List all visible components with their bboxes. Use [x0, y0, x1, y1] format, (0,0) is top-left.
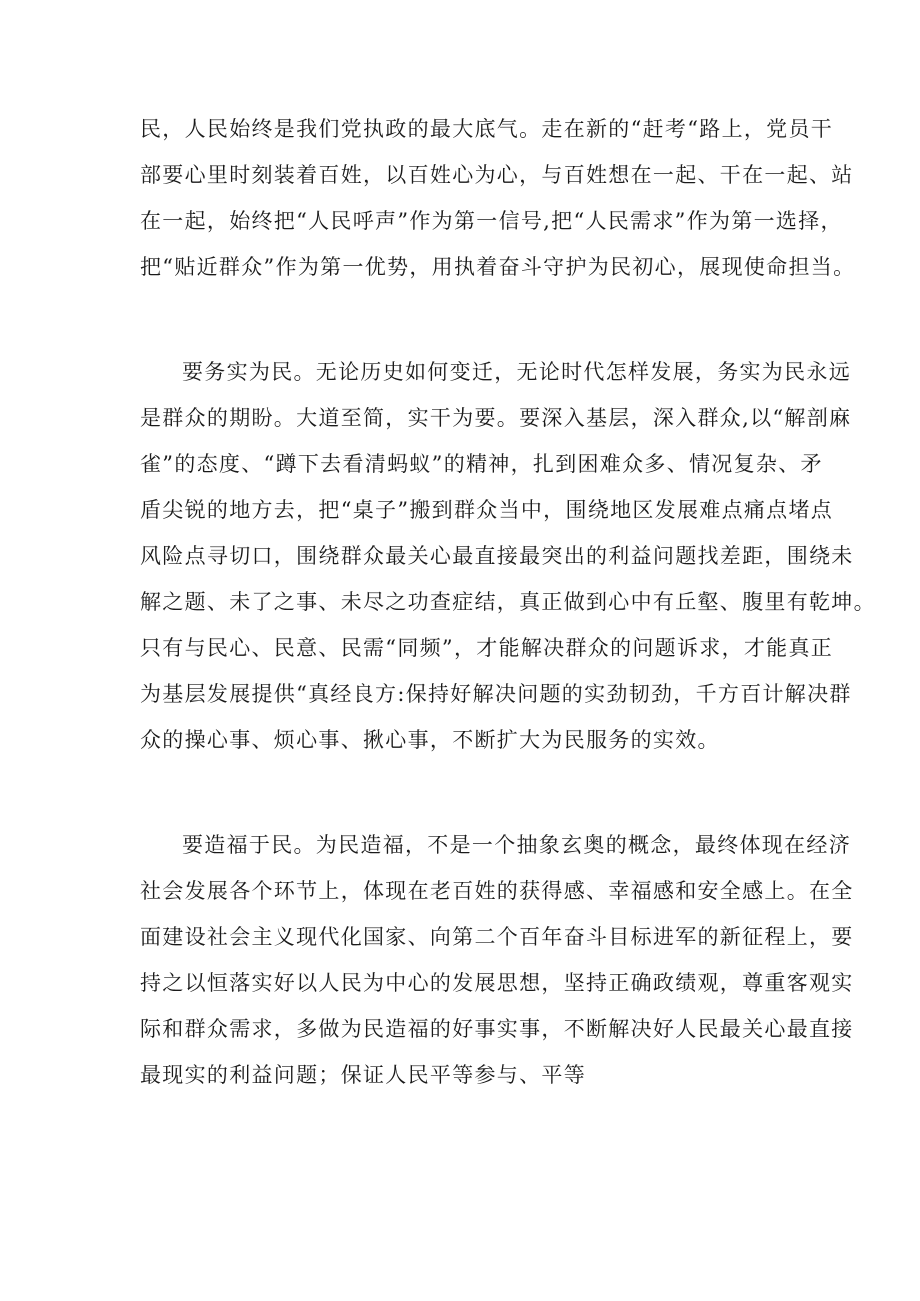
paragraph-benefit	[140, 822, 854, 1098]
text-line: 把“贴近群众”作为第一优势，用执着奋斗守护为民初心，展现使命担当。	[140, 255, 856, 279]
text-line: 众的操心事、烦心事、揪心事，不断扩大为民服务的实效。	[140, 728, 720, 752]
text-line: 面建设社会主义现代化国家、向第二个百年奋斗目标进军的新征程上，要	[140, 925, 854, 949]
text-line: 只有与民心、民意、民需“同频”，才能解决群众的问题诉求，才能真正	[140, 636, 834, 660]
text-line: 要务实为民。无论历史如何变迁，无论时代怎样发展，务实为民永远	[182, 360, 851, 384]
text-line: 盾尖锐的地方去，把“桌子”搬到群众当中，围绕地区发展难点痛点堵点	[140, 498, 834, 522]
text-line: 民，人民始终是我们党执政的最大底气。走在新的“赶考“路上，党员干	[140, 117, 834, 141]
text-line: 风险点寻切口，围绕群众最关心最直接最突出的利益问题找差距，围绕未	[140, 544, 854, 568]
text-line: 最现实的利益问题；保证人民平等参与、平等	[140, 1063, 586, 1087]
text-line: 解之题、未了之事、未尽之功查症结，真正做到心中有丘壑、腹里有乾坤。	[140, 590, 876, 614]
text-line: 是群众的期盼。大道至简，实干为要。要深入基层，深入群众,以“解剖麻	[140, 406, 852, 430]
text-line: 为基层发展提供“真经良方:保持好解决问题的实劲韧劲，千方百计解决群	[140, 682, 852, 706]
paragraph-continuation	[140, 106, 856, 290]
text-line: 要造福于民。为民造福，不是一个抽象玄奥的概念，最终体现在经济	[182, 833, 851, 857]
text-line: 持之以恒落实好以人民为中心的发展思想，坚持正确政绩观，尊重客观实	[140, 971, 854, 995]
text-line: 际和群众需求，多做为民造福的好事实事，不断解决好人民最关心最直接	[140, 1017, 854, 1041]
text-line: 部要心里时刻装着百姓，以百姓心为心，与百姓想在一起、干在一起、站	[140, 163, 854, 187]
text-line: 在一起，始终把“人民呼声”作为第一信号,把“人民需求”作为第一选择，	[140, 209, 843, 233]
paragraph-practical	[140, 349, 876, 763]
text-line: 社会发展各个环节上，体现在老百姓的获得感、幸福感和安全感上。在全	[140, 879, 854, 903]
text-line: 雀”的态度、“蹲下去看清蚂蚁”的精神，扎到困难众多、情况复杂、矛	[140, 452, 823, 476]
